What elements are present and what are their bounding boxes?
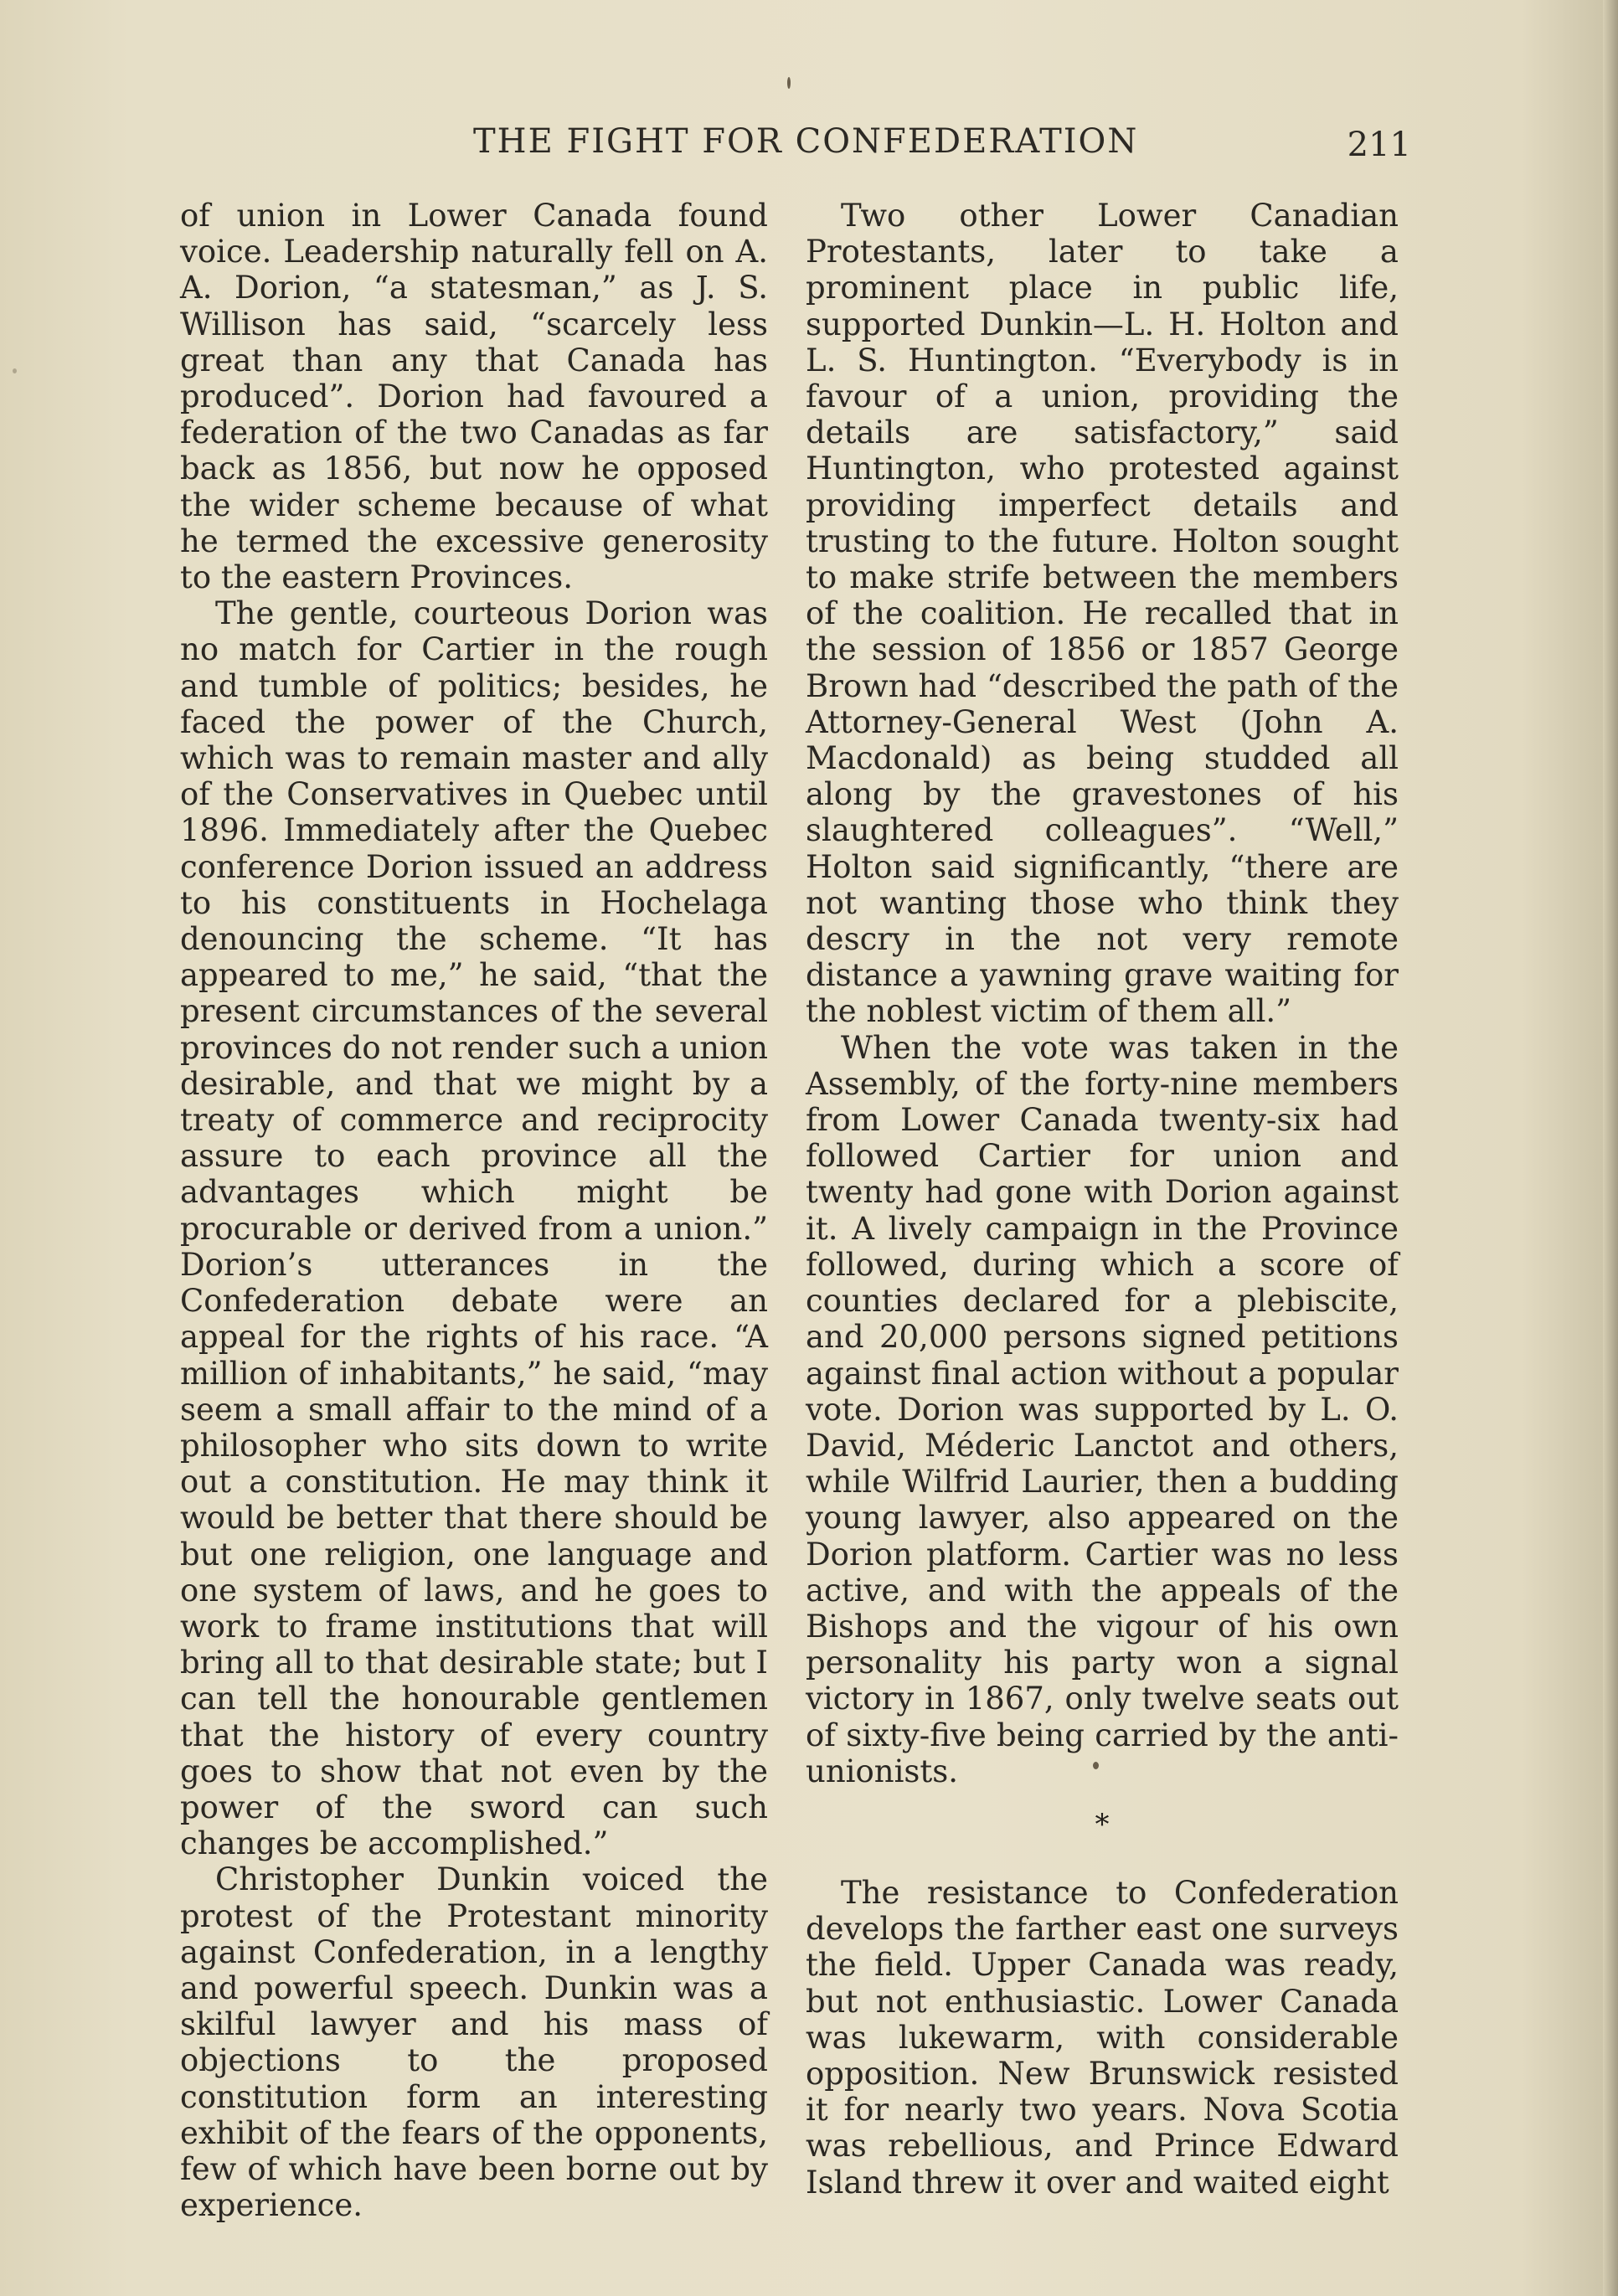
running-title: THE FIGHT FOR CONFEDERATION (473, 122, 1139, 161)
left-column (180, 198, 768, 2223)
running-header (180, 122, 1411, 169)
ink-speck (13, 368, 17, 373)
paragraph: Two other Lower Canadian Protestants, later to take a prominent place in public life, supported Dunkin—L. H. Holton and L. S. Huntington. “Everybody is in favour of a union, providing the details are satisfactory,” said Huntington, who protested against providing imperfect details and trusting to the future. Holton sought to make strife between the members of the coalition. He recalled that in the session of 1856 or 1857 George Brown had “described the path of the Attorney-General West (John A. Macdonald) as being studded all along by the gravestones of his slaughtered colleagues”. “Well,” Holton said significantly, “there are not wanting those who think they descry in the not very remote distance a yawning grave waiting for the noblest victim of them all.” (806, 198, 1399, 1030)
paragraph: When the vote was taken in the Assembly, of the forty-nine members from Lower Canada twenty-six had followed Cartier for union and twenty had gone with Dorion against it. A lively campaign in the Province followed, during which a score of counties declared for a plebiscite, and 20,000 persons signed petitions against final action without a popular vote. Dorion was supported by L. O. David, Méderic Lanctot and others, while Wilfrid Laurier, then a budding young lawyer, also appeared on the Dorion platform. Cartier was no less active, and with the appeals of the Bishops and the vigour of his own personality his party won a signal victory in 1867, only twelve seats out of sixty-five being carried by the anti-unionists. (806, 1029, 1399, 1789)
page-number: 211 (1347, 126, 1411, 164)
ink-speck (787, 77, 791, 89)
paragraph: of union in Lower Canada found voice. Leadership naturally fell on A. A. Dorion, “a statesman,” as J. S. Willison has said, “scarcely less great than any that Canada has produced”. Dorion had favoured a federation of the two Canadas as far back as 1856, but now he opposed the wider scheme because of what he termed the excessive generosity to the eastern Provinces. (180, 198, 768, 596)
page-edge (1603, 0, 1618, 2296)
paragraph: Christopher Dunkin voiced the protest of the Protestant minority against Confederation, in a lengthy and powerful speech. Dunkin was a skilful lawyer and his mass of objections to the proposed constitution form an interesting exhibit of the fears of the opponents, few of which have been borne out by experience. (180, 1861, 768, 2224)
section-break-mark: * (1095, 1807, 1110, 1841)
right-column (806, 198, 1399, 2201)
paragraph: The resistance to Confederation develops the farther east one surveys the field. Upper Canada was ready, but not enthusiastic. Lower Canada was lukewarm, with considerable opposition. New Brunswick resisted it for nearly two years. Nova Scotia was rebellious, and Prince Edward Island threw it over and waited eight (806, 1874, 1399, 2201)
paragraph: The gentle, courteous Dorion was no match for Cartier in the rough and tumble of politics; besides, he faced the power of the Church, which was to remain master and ally of the Conservatives in Quebec until 1896. Immediately after the Quebec conference Dorion issued an address to his constituents in Hochelaga denouncing the scheme. “It has appeared to me,” he said, “that the present circumstances of the several provinces do not render such a union desirable, and that we might by a treaty of commerce and reciprocity assure to each province all the advantages which might be procurable or derived from a union.” Dorion’s utterances in the Confederation debate were an appeal for the rights of his race. “A million of inhabitants,” he said, “may seem a small affair to the mind of a philosopher who sits down to write out a constitution. He may think it would be better that there should be but one religion, one language and one system of laws, and he goes to work to frame institutions that will bring all to that desirable state; but I can tell the honourable gentlemen that the history of every country goes to show that not even by the power of the sword can such changes be accomplished.” (180, 595, 768, 1862)
